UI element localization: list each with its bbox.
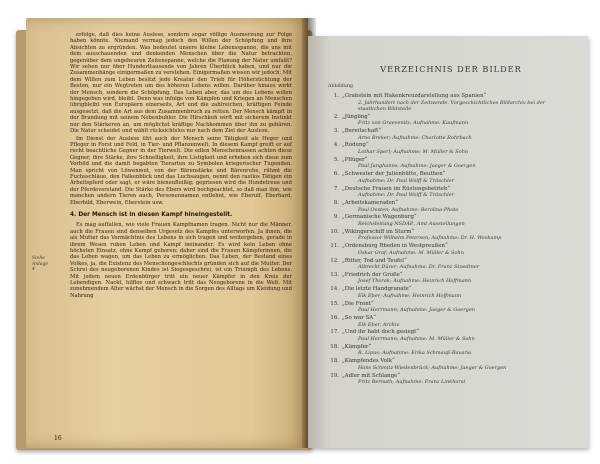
entry-credit: Aufnahme: Dr. Paul Wolff & Tritschler [358,177,455,184]
entry-title: „So war SA“ [342,315,376,322]
entry-title: „Jüngling“ [342,113,371,120]
image-list [328,93,574,385]
entry-number: 10. [330,228,339,235]
entry-number: 6. [333,171,339,178]
entry-line [328,171,574,178]
entry-title: „Adler mit Schlange“ [342,372,401,379]
list-item [328,272,574,285]
entry-line [328,186,574,193]
entry-number: 18. [330,358,339,365]
page-title: VERZEICHNIS DER BILDER [380,64,522,74]
page-number: 16 [54,435,62,442]
entry-title: „Deutsche Frauen im Rüstungsbetrieb“ [342,185,451,192]
entry-title: „Ordensburg Rheden in Westpreußen“ [342,243,448,250]
entry-line [328,272,574,279]
entry-line [328,329,574,336]
entry-title: „Bereitschaft“ [342,127,381,134]
entry-line [328,214,574,221]
entry-credit: Albrecht Dürer; Aufnahme: Dr. Franz Stoedtner [358,264,480,271]
entry-line [328,142,574,149]
entry-credit: Lothar Sperl; Aufnahme: M. Müller & Sohn [358,148,469,155]
list-item [328,214,574,227]
list-item [328,344,574,357]
list-item [328,200,574,213]
entry-credit: Aufnahme: Dr. Paul Wolff & Tritschler [358,192,455,199]
entry-line [328,200,574,207]
entry-number: 17. [330,329,339,336]
entry-credit: Paul Oesten; Aufnahme: Berolina-Photo [358,206,459,213]
open-booklet [10,12,592,452]
left-page-body [70,32,292,299]
entry-title: „Friedrich der Große“ [342,271,403,278]
list-item [328,114,574,127]
right-page [308,36,588,448]
entry-number: 7. [333,185,339,192]
list-item [328,142,574,155]
entry-line [328,114,574,121]
entry-number: 5. [333,156,339,163]
entry-number: 3. [333,127,339,134]
list-item [328,128,574,141]
list-item [328,171,574,184]
paragraph: Im Dienst der Auslese übt auch der Mensch seine Tätigkeit als Heger und Pfleger in Forst und Feld, in Tier- und Pflanzenwelt. In diesem Kampf greift er auf recht beachtliche Gegner in der Tierwelt. Die edlen Menschenrassen achten diese Gegner, ihre Stärke, ihre Schnelligkeit, ihre Listigkeit und erheben sich diese zum Vorbild und die damit begabten Tierarten zu Symbolen kriegerischer Tugenden. Man spricht von Löwenmut, von der Bärenstärke und Bärenruhe, rühmt die Fuchsschläue, den Falkenblick und das Luchsaugen, nennt den rastlos Tätigen ein Arbeitspferd oder sagt, er wäre bienenfleißig; gepriesen wird die Hundetreue und der Pferdeverstand. Die Stärke des Ebers wird hochgeachtet, so daß man ihm, wie manchen andern Tieren auch, Personennamen entlehnt, wie Eberulf, Eberhard, Eberbild, Eberwein, Eberstein usw. [70,135,292,206]
list-item [328,186,574,199]
entry-number: 16. [330,315,339,322]
entry-line [328,315,574,322]
entry-credit: Professor Wilhelm Petersen; Aufnahme: Dr. H. Weskamp [358,235,502,242]
entry-number: 19. [330,372,339,379]
entry-title: „Ritter, Tod und Teufel“ [342,257,407,264]
entry-line [328,286,574,293]
paragraph: erfolge, daß dies keine Auslese, sondern sogar völlige Ausmerzung zur Folge haben könnte. Niemand vermag jedoch den Willen der Schöpfung und ihre Absichten zu ergründen. Was bedeutet unsere kleine Lebensspanne, die uns mit dem ausschauenden und denkenden Menschen über die Natur betrachten, gegenüber dem ungeheuren Zeitenspanne, welche die Planung der Natur umfaßt? Wir sehen nur über Hunderttausende von Jahren Überblick haben, und nur die Zusammenhänge einigermaßen zu verstehen. Einigermaßen wissen wir jedoch: Mit dem Willen zum Leben besitzt jede Kreatur den Trieb für Höherzüchtung der Besten, nur ein Wegtreten um des höheren Lebens willen. Darüber hinaus wirkt der Mensch, sondern die Schöpfung. Das Leben aber, das um des Lebens willen hingegeben wird, bleibt. Denn was infolge von Kämpfen und Kriegen an Menschen übrigbleibt von Europäern einerseits, Art und die zahlreichen, kräftigen Feinde ausgesetzt, daß die Art aus dem Zusammenbruch zu retten. Der Mensch kämpft in der Brandung mit seinem Nebenbuhler. Die Hirschkuh wirft mit sicherem Instinkt nur den Stärkeren an, um möglichst kräftige Nachkommen über ihn zu gebären. Die Natur scheidet und wählt rücksichtslos nur nach dem Ziel der Auslese. [70,32,292,135]
entry-line [328,243,574,250]
entry-credit: Oskar Graf; Aufnahme: M. Müller & Sohn [358,249,464,256]
entry-title: „Kämpfer“ [342,343,372,350]
entry-credit: Paul Herrmann; Aufnahme: Jaeger & Goergen [358,307,475,314]
list-item [328,258,574,271]
list-item [328,157,574,170]
entry-number: 15. [330,300,339,307]
entry-credit: Hans Schmitz-Wiedenbrück; Aufnahme: Jaeger & Goergen [358,364,507,371]
list-item [328,229,574,242]
list-item [328,329,574,342]
entry-credit: Paul Junghanns; Aufnahme: Jaeger & Goergen [358,163,476,170]
entry-title: „Kämpfendes Volk“ [342,358,395,365]
list-item [328,243,574,256]
entry-title: „Die letzte Handgranate“ [342,286,412,293]
entry-credit: Arno Breker; Aufnahme: Charlotte Rohrbach [358,134,472,141]
entry-number: 11. [330,243,339,250]
entry-title: „Wikingerschiff im Sturm“ [342,228,415,235]
margin-note: Siehe Anlage 4 [32,256,49,273]
list-item [328,373,574,386]
section-heading: 4. Der Mensch ist in diesen Kampf hineingestellt. [70,211,233,218]
entry-title: „Grabstein mit Hakenkreuzdarstellung aus Spanien“ [342,93,487,99]
paragraph: Es mag auffallen, wie viele Frauen Kampfnamen tragen. Nicht nur die Männer, auch die Frauen sind denselben Urgesetz des Kampfes unterworfen. Ja ihnen, die als Mutter das Vermächtnis des Lebens in sich tragen und weitergeben, gerade in ihrem Wesen ruhen Leben und Kampf ineinander. Es wird kein Leben ohne höchsten Einsatz, ohne Kampf geboren; daher sind die Frauen Kämpferinnen, die das Leben wagen, um das Leben zu ermöglichen. Das Leben, der Bestand eines Volkes, ja, die Existenz des Menschengeschlechts gründen sich auf die Mutter. Der Schrei des neugeborenen Kindes ist Siegesgeschrei, ist ein Triumph des Lebens. Mit jedem neuen Erdenbürger tritt ein neuer Kämpfer in den Kreis der Lebendigen. Nackt, hilflos und schwach tritt das Neugeborene in die Welt. Mit zunehmendem Alter wächst der Mensch in die Sorgen des Alltags um Kleidung und Nahrung [70,222,292,299]
entry-title: „Pflüger“ [342,156,368,163]
entry-line [328,157,574,164]
entry-title: „Germanische Wagenburg“ [342,214,417,221]
entry-number: 1. [333,93,339,99]
list-item [328,286,574,299]
entry-line [328,258,574,265]
entry-line [328,301,574,308]
list-item [328,93,574,112]
entry-number: 12. [330,257,339,264]
entry-number: 14. [330,286,339,293]
entry-title: „Und ihr habt doch gesiegt“ [342,329,420,336]
entry-credit: Paul Herrmann; Aufnahme: M. Müller & Sohn [358,336,475,343]
entry-credit: Elk Eber; Aufnahme: Heinrich Hoffmann [358,292,462,299]
entry-number: 8. [333,199,339,206]
entry-credit: 2. Jahrhundert nach der Zeitwende. Vorgeschichtliches Bildarchiv bei der staatlichen Bildstelle [358,99,546,112]
entry-number: 9. [333,214,339,221]
list-item [328,301,574,314]
entry-title: „Die Front“ [342,300,374,307]
entry-number: 4. [333,142,339,149]
entry-line [328,93,574,100]
entry-number: 18. [330,343,339,350]
entry-credit: Elk Eber, Archiv [358,321,400,328]
left-page [26,18,308,448]
entry-number: 13. [330,271,339,278]
entry-line [328,373,574,380]
list-caption: Abbildung [328,84,353,89]
entry-credit: Fritz von Graevenitz; Aufnahme: Kaufmann [358,120,469,127]
entry-credit: Josef Thorak; Aufnahme: Heinrich Hoffmann [358,278,472,285]
list-item [328,315,574,328]
entry-line [328,358,574,365]
entry-title: „Schwester der Julienhütte, Beuthen“ [342,171,446,178]
entry-title: „Rodung“ [342,142,369,149]
entry-credit: Fritz Bernuth; Aufnahme: Franz Linkhorst [358,379,466,386]
list-item [328,358,574,371]
entry-line [328,128,574,135]
entry-credit: Reichsleitung NSDAP., Amt Ausstellungen [358,220,465,227]
entry-number: 2. [333,113,339,120]
entry-line [328,229,574,236]
entry-credit: R. Lipus; Aufnahme: Erika Schmauß-Bavaria [358,350,472,357]
entry-line [328,344,574,351]
entry-title: „Arbeitskameraden“ [342,199,399,206]
